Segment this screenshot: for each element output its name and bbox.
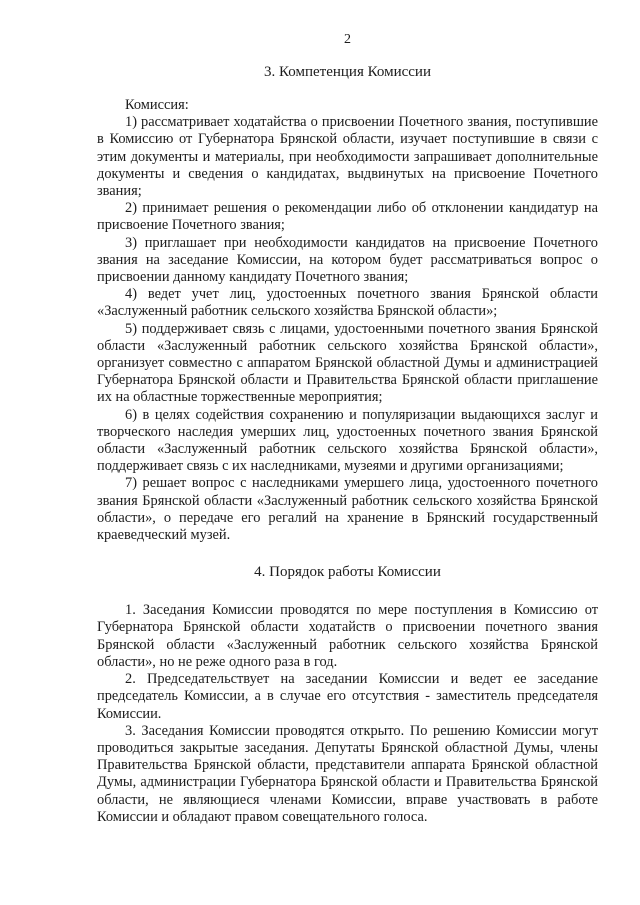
section-3-item-6: 6) в целях содействия сохранению и популяризации выдающихся заслуг и творческого наследия умерших лиц, удостоенных почетного звания Брянской области «Заслуженный работник сельского хозяйства Брянской области», поддерживает связь с их наследниками, музеями и другими организациями; bbox=[97, 406, 598, 475]
section-3-item-7: 7) решает вопрос с наследниками умершего лица, удостоенного почетного звания Брянской области «Заслуженный работник сельского хозяйства Брянской области», о передаче его регалий на хранение в Брянский государственный краеведческий музей. bbox=[97, 475, 598, 544]
section-3-intro: Комиссия: bbox=[125, 97, 189, 113]
page-number: 2 bbox=[344, 32, 351, 47]
section-4-heading: 4. Порядок работы Комиссии bbox=[254, 564, 441, 581]
section-3-body bbox=[97, 97, 598, 544]
section-3-item-3: 3) приглашает при необходимости кандидатов на присвоение Почетного звания на заседание Комиссии, на котором будет рассматриваться вопрос о присвоении данному кандидату Почетного звания; bbox=[97, 234, 598, 286]
section-3-item-4: 4) ведет учет лиц, удостоенных почетного звания Брянской области «Заслуженный работник сельского хозяйства Брянской области»; bbox=[97, 286, 598, 320]
section-3-item-1: 1) рассматривает ходатайства о присвоении Почетного звания, поступившие в Комиссию от Губернатора Брянской области, изучает поступившие в связи с этим документы и материалы, при необходимости запрашивает дополнительные документы и сведения о кандидатах, выдвинутых на присвоение Почетного звания; bbox=[97, 114, 598, 200]
section-4-body bbox=[97, 602, 598, 826]
section-3-heading: 3. Компетенция Комиссии bbox=[264, 64, 431, 80]
section-4-item-2: 2. Председательствует на заседании Комиссии и ведет ее заседание председатель Комиссии, а в случае его отсутствия - заместитель председателя Комиссии. bbox=[97, 671, 598, 722]
section-3-item-5: 5) поддерживает связь с лицами, удостоенными почетного звания Брянской области «Заслуженный работник сельского хозяйства Брянской области», организует совместно с аппаратом Брянской областной Думы и администрацией Губернатора Брянской области и Правительства Брянской области приглашение их на областные торжественные мероприятия; bbox=[97, 320, 598, 406]
section-4-item-3: 3. Заседания Комиссии проводятся открыто. По решению Комиссии могут проводиться закрытые заседания. Депутаты Брянской областной Думы, члены Правительства Брянской области, представители аппарата Брянской областной Думы, администрации Губернатора Брянской области и Правительства Брянской области, не являющиеся членами Комиссии, вправе участвовать в работе Комиссии и обладают правом совещательного голоса. bbox=[97, 722, 598, 825]
section-3-item-2: 2) принимает решения о рекомендации либо об отклонении кандидатур на присвоение Почетного звания; bbox=[97, 200, 598, 234]
section-4-item-1: 1. Заседания Комиссии проводятся по мере поступления в Комиссию от Губернатора Брянской области ходатайств о присвоении почетного звания Брянской области «Заслуженный работник сельского хозяйства Брянской области», но не реже одного раза в год. bbox=[97, 602, 598, 670]
